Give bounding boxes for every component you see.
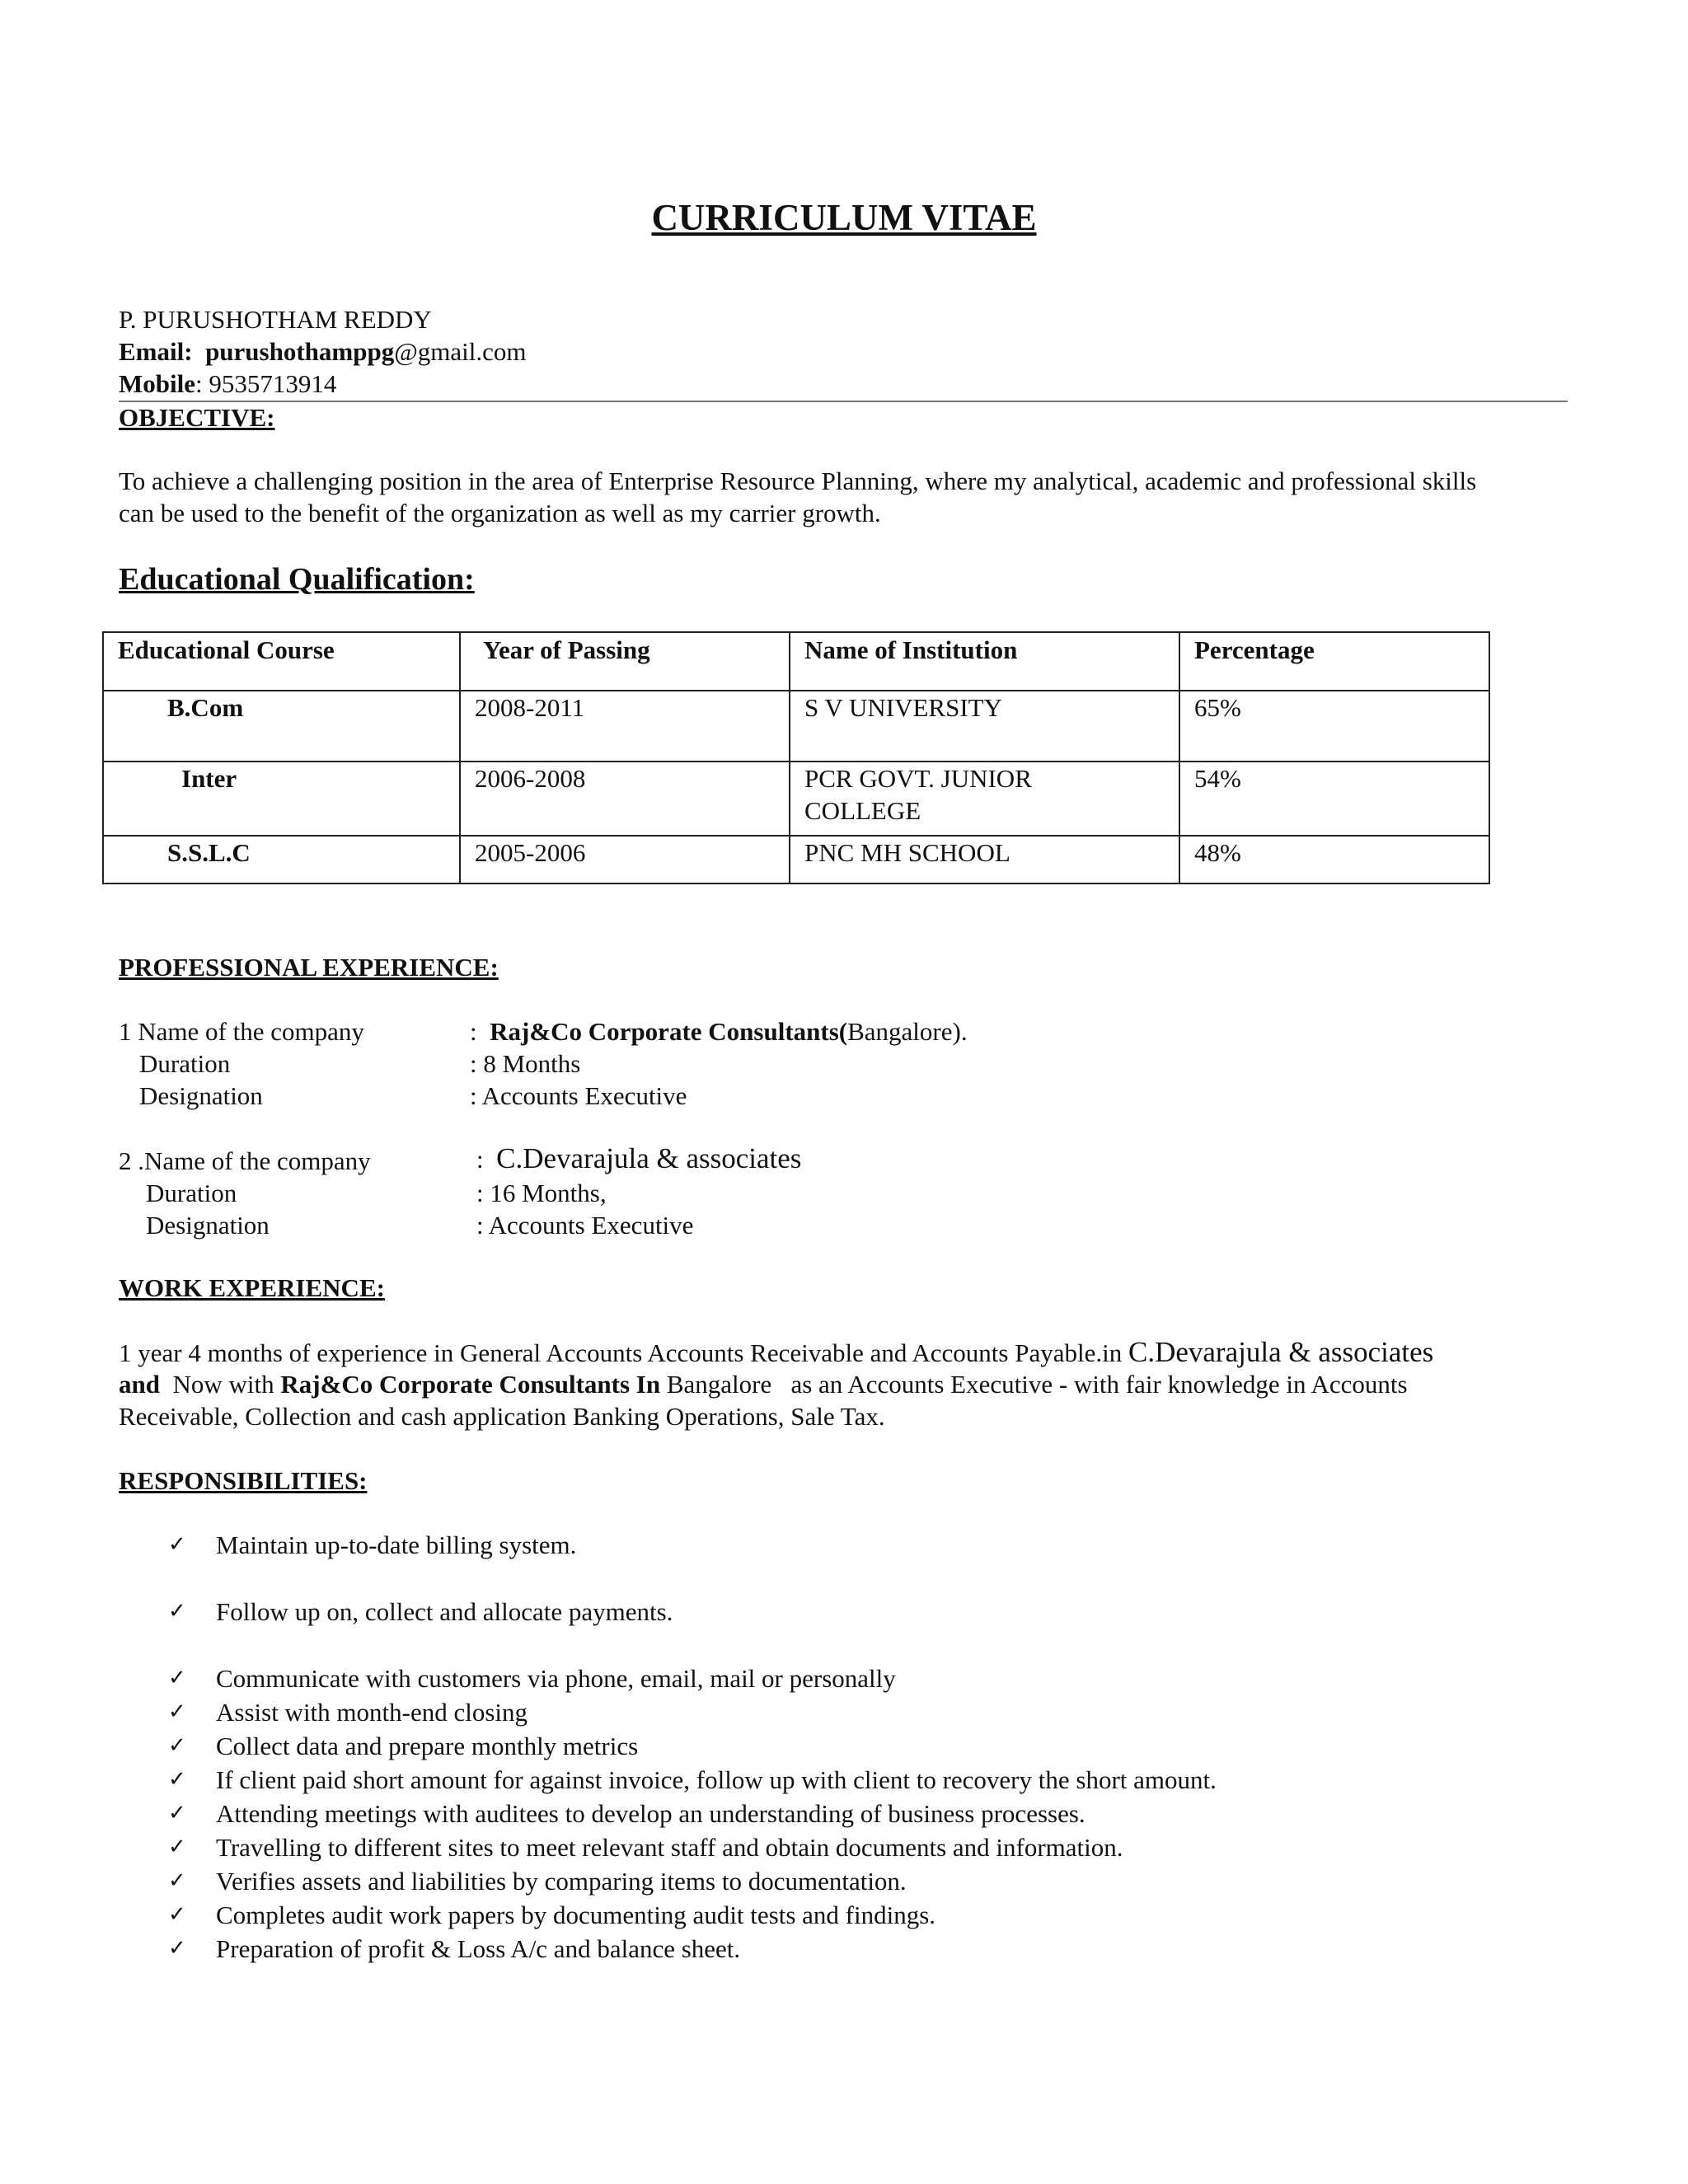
checkmark-icon: ✓ [168,1666,186,1690]
email-line [119,335,527,368]
job2-designation-value: : Accounts Executive [476,1211,694,1240]
checkmark-icon: ✓ [168,1733,186,1758]
list-item: Preparation of profit & Loss A/c and balance sheet. [216,1934,741,1963]
job2-duration-label: Duration [146,1179,237,1207]
mobile-value: : 9535713914 [195,369,337,398]
list-item: Attending meetings with auditees to develop an understanding of business processes. [216,1799,1085,1828]
job1-name-label: 1 Name of the company [119,1017,364,1046]
work-heading: WORK EXPERIENCE: [119,1273,385,1302]
list-item: If client paid short amount for against invoice, follow up with client to recovery the short amount. [216,1765,1217,1794]
education-heading: Educational Qualification: [119,562,475,597]
institution-cell: PNC MH SCHOOL [790,836,1179,883]
header-course: Educational Course [103,632,460,691]
job2-duration-value: : 16 Months, [476,1179,607,1207]
list-item: Follow up on, collect and allocate payments. [216,1597,673,1626]
checkmark-icon: ✓ [168,1902,186,1927]
objective-line-2: can be used to the benefit of the organization as well as my carrier growth. [119,499,881,527]
email-label: Email: [119,337,193,366]
table-row [103,836,1489,883]
checkmark-icon: ✓ [168,1868,186,1893]
header-divider [119,401,1568,402]
table-row [103,691,1489,762]
year-cell: 2005-2006 [460,836,790,883]
job1-duration-value: : 8 Months [470,1049,581,1078]
job1-designation-value: : Accounts Executive [470,1081,687,1110]
checkmark-icon: ✓ [168,1767,186,1792]
email-user: purushothamppg [205,337,395,366]
institution-cell: S V UNIVERSITY [790,691,1179,762]
list-item: Travelling to different sites to meet relevant staff and obtain documents and information. [216,1833,1123,1862]
job1-duration-label: Duration [139,1049,231,1078]
header-institution: Name of Institution [790,632,1179,691]
checkmark-icon: ✓ [168,1801,186,1825]
year-cell: 2006-2008 [460,762,790,836]
list-item: Collect data and prepare monthly metrics [216,1732,639,1760]
percentage-cell: 65% [1179,691,1489,762]
job1-company: : Raj&Co Corporate Consultants(Bangalore). [470,1017,968,1046]
objective-line-1: To achieve a challenging position in the area of Enterprise Resource Planning, where my analytical, academic and professional skills [119,466,1477,495]
mobile-label: Mobile [119,369,195,398]
work-line-2: and Now with Raj&Co Corporate Consultants In Bangalore as an Accounts Executive - with fair knowledge in Accounts [119,1370,1408,1399]
job2-company: : C.Devarajula & associates [476,1142,802,1174]
professional-heading: PROFESSIONAL EXPERIENCE: [119,953,499,982]
page-title: CURRICULUM VITAE [651,197,1037,238]
job1-designation-label: Designation [139,1081,263,1110]
education-table [102,631,1490,884]
table-row [103,762,1489,836]
email-domain: @gmail.com [394,337,527,366]
work-line-3: Receivable, Collection and cash application Banking Operations, Sale Tax. [119,1402,885,1431]
percentage-cell: 48% [1179,836,1489,883]
institution-cell: PCR GOVT. JUNIOR COLLEGE [790,762,1179,836]
job2-name-label: 2 .Name of the company [119,1146,371,1175]
list-item: Completes audit work papers by documenting audit tests and findings. [216,1900,936,1929]
work-line-1: 1 year 4 months of experience in General Accounts Accounts Receivable and Accounts Payable.in C.Devarajula & associates [119,1336,1434,1368]
course-cell: B.Com [103,691,460,762]
checkmark-icon: ✓ [168,1699,186,1724]
checkmark-icon: ✓ [168,1599,186,1624]
checkmark-icon: ✓ [168,1936,186,1961]
checkmark-icon: ✓ [168,1532,186,1557]
objective-heading: OBJECTIVE: [119,403,275,432]
list-item: Verifies assets and liabilities by comparing items to documentation. [216,1867,907,1896]
percentage-cell: 54% [1179,762,1489,836]
course-cell: Inter [103,762,460,836]
header-year: Year of Passing [460,632,790,691]
list-item: Communicate with customers via phone, email, mail or personally [216,1664,896,1693]
candidate-name: P. PURUSHOTHAM REDDY [119,305,432,334]
mobile-line [119,368,336,400]
responsibilities-heading: RESPONSIBILITIES: [119,1466,368,1495]
header-percentage: Percentage [1179,632,1489,691]
table-header-row [103,632,1489,691]
list-item: Maintain up-to-date billing system. [216,1530,577,1559]
job2-designation-label: Designation [146,1211,270,1240]
year-cell: 2008-2011 [460,691,790,762]
course-cell: S.S.L.C [103,836,460,883]
list-item: Assist with month-end closing [216,1698,528,1727]
checkmark-icon: ✓ [168,1835,186,1859]
